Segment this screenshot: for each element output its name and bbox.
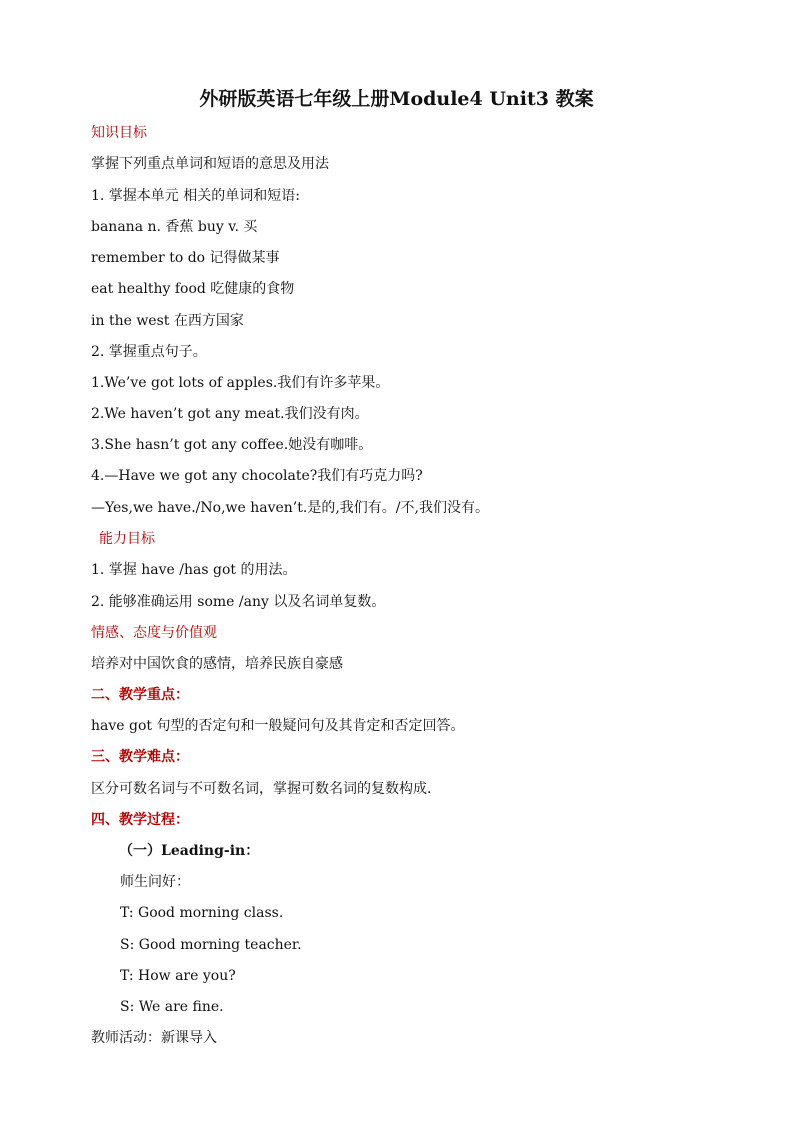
dialogue-line: S: We are fine. [120,999,224,1015]
dialogue-line: T: Good morning class. [120,905,284,921]
paragraph-line: 1. 掌握本单元 相关的单词和短语: [91,188,300,204]
section-heading-ability-goals: 能力目标 [99,531,155,547]
sentence-line: 2.We haven’t got any meat.我们没有肉。 [91,406,369,422]
section-heading-difficulties: 三、教学难点： [91,749,189,765]
vocabulary-line: eat healthy food 吃健康的食物 [91,281,295,297]
sentence-line: —Yes,we have./No,we haven’t.是的,我们有。/不,我们没有。 [91,500,489,516]
paragraph-line: 教师活动：新课导入 [91,1030,217,1046]
section-heading-process: 四、教学过程： [91,812,189,828]
document-title: 外研版英语七年级上册Module4 Unit3 教案 [199,88,594,110]
sentence-line: 1.We’ve got lots of apples.我们有许多苹果。 [91,375,390,391]
paragraph-line: have got 句型的否定句和一般疑问句及其肯定和否定回答。 [91,718,465,734]
dialogue-line: 师生问好： [120,874,190,890]
paragraph-line: 2. 掌握重点句子。 [91,344,207,360]
dialogue-line: S: Good morning teacher. [120,937,302,953]
paragraph-line: 掌握下列重点单词和短语的意思及用法 [91,156,329,172]
paragraph-line: 区分可数名词与不可数名词，掌握可数名词的复数构成. [91,781,432,797]
section-heading-key-points: 二、教学重点： [91,687,189,703]
section-heading-knowledge-goals: 知识目标 [91,125,147,141]
vocabulary-line: remember to do 记得做某事 [91,250,280,266]
sentence-line: 4.—Have we got any chocolate?我们有巧克力吗? [91,468,423,484]
paragraph-line: 2. 能够准确运用 some /any 以及名词单复数。 [91,594,386,610]
section-heading-values: 情感、态度与价值观 [91,625,217,641]
dialogue-line: T: How are you? [120,968,236,984]
paragraph-line: 1. 掌握 have /has got 的用法。 [91,562,297,578]
paragraph-line: 培养对中国饮食的感情，培养民族自豪感 [91,656,343,672]
sentence-line: 3.She hasn’t got any coffee.她没有咖啡。 [91,437,373,453]
vocabulary-line: banana n. 香蕉 buy v. 买 [91,219,258,235]
vocabulary-line: in the west 在西方国家 [91,313,244,329]
subsection-heading-leading-in: （一）Leading-in： [119,843,260,859]
